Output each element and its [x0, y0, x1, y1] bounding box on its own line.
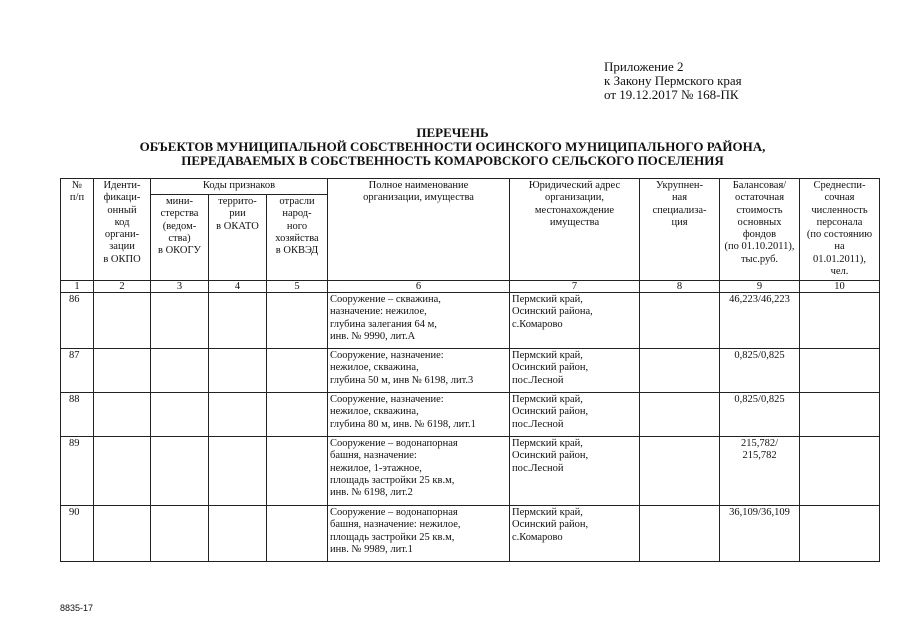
okpo-cell: [94, 293, 151, 349]
okogu-cell: [151, 437, 209, 506]
okpo-cell: [94, 349, 151, 393]
property-address: Пермский край, Осинский район, пос.Лесной: [510, 437, 640, 506]
balance-value: 215,782/ 215,782: [720, 437, 800, 506]
column-number: 2: [94, 281, 151, 293]
column-number: 4: [209, 281, 267, 293]
column-number: 5: [267, 281, 328, 293]
row-number: 87: [61, 349, 94, 393]
header-staff-count: Среднеспи- сочная численность персонала (по состоянию на 01.01.2011), чел.: [800, 179, 880, 281]
okato-cell: [209, 293, 267, 349]
okato-cell: [209, 506, 267, 562]
okogu-cell: [151, 393, 209, 437]
header-name: Полное наименование организации, имущества: [328, 179, 510, 281]
property-address: Пермский край, Осинский район, пос.Лесной: [510, 349, 640, 393]
appendix-reference: [604, 60, 742, 102]
header-codes-group: Коды признаков: [151, 179, 328, 195]
staff-cell: [800, 393, 880, 437]
okato-cell: [209, 437, 267, 506]
staff-cell: [800, 437, 880, 506]
column-number: 9: [720, 281, 800, 293]
table-row: [61, 437, 880, 506]
okved-cell: [267, 437, 328, 506]
specialization-cell: [640, 437, 720, 506]
balance-value: 0,825/0,825: [720, 349, 800, 393]
specialization-cell: [640, 349, 720, 393]
property-name: Сооружение – водонапорная башня, назначение: нежилое, 1-этажное, площадь застройки 25 кв.м, инв. № 6198, лит.2: [328, 437, 510, 506]
property-name: Сооружение – водонапорная башня, назначение: нежилое, площадь застройки 25 кв.м, инв. № 9989, лит.1: [328, 506, 510, 562]
property-name: Сооружение, назначение: нежилое, скважина, глубина 50 м, инв № 6198, лит.3: [328, 349, 510, 393]
row-number: 90: [61, 506, 94, 562]
column-number: 3: [151, 281, 209, 293]
okpo-cell: [94, 437, 151, 506]
okved-cell: [267, 393, 328, 437]
okved-cell: [267, 506, 328, 562]
specialization-cell: [640, 293, 720, 349]
okved-cell: [267, 293, 328, 349]
row-number: 88: [61, 393, 94, 437]
okogu-cell: [151, 293, 209, 349]
property-name: Сооружение, назначение: нежилое, скважина, глубина 80 м, инв. № 6198, лит.1: [328, 393, 510, 437]
header-number: № п/п: [61, 179, 94, 281]
table-row: [61, 293, 880, 349]
column-number: 10: [800, 281, 880, 293]
property-name: Сооружение – скважина, назначение: нежилое, глубина залегания 64 м, инв. № 9990, лит.А: [328, 293, 510, 349]
appendix-line-1: Приложение 2: [604, 59, 684, 74]
table-row: [61, 506, 880, 562]
okogu-cell: [151, 349, 209, 393]
row-number: 89: [61, 437, 94, 506]
appendix-line-2: к Закону Пермского края: [604, 73, 742, 88]
property-address: Пермский край, Осинский район, с.Комарово: [510, 506, 640, 562]
column-number-row: [61, 281, 880, 293]
property-table: [60, 178, 880, 562]
header-balance-value: Балансовая/ остаточная стоимость основных фондов (по 01.10.2011), тыс.руб.: [720, 179, 800, 281]
specialization-cell: [640, 506, 720, 562]
column-number: 8: [640, 281, 720, 293]
column-number: 1: [61, 281, 94, 293]
okpo-cell: [94, 506, 151, 562]
document-title: [0, 126, 905, 168]
table-row: [61, 349, 880, 393]
okved-cell: [267, 349, 328, 393]
column-number: 6: [328, 281, 510, 293]
okpo-cell: [94, 393, 151, 437]
property-address: Пермский край, Осинский района, с.Комарово: [510, 293, 640, 349]
title-line-1: ПЕРЕЧЕНЬ: [416, 125, 489, 140]
row-number: 86: [61, 293, 94, 349]
appendix-line-3: от 19.12.2017 № 168-ПК: [604, 87, 739, 102]
column-number: 7: [510, 281, 640, 293]
balance-value: 46,223/46,223: [720, 293, 800, 349]
header-okpo: Иденти- фикаци- онный код органи- зации в ОКПО: [94, 179, 151, 281]
balance-value: 36,109/36,109: [720, 506, 800, 562]
balance-value: 0,825/0,825: [720, 393, 800, 437]
okato-cell: [209, 393, 267, 437]
header-okved: отрасли народ- ного хозяйства в ОКВЭД: [267, 195, 328, 281]
title-line-3: ПЕРЕДАВАЕМЫХ В СОБСТВЕННОСТЬ КОМАРОВСКОГО СЕЛЬСКОГО ПОСЕЛЕНИЯ: [181, 153, 724, 168]
okato-cell: [209, 349, 267, 393]
staff-cell: [800, 293, 880, 349]
staff-cell: [800, 506, 880, 562]
okogu-cell: [151, 506, 209, 562]
property-address: Пермский край, Осинский район, пос.Лесной: [510, 393, 640, 437]
header-specialization: Укрупнен- ная специализа- ция: [640, 179, 720, 281]
header-address: Юридический адрес организации, местонахождение имущества: [510, 179, 640, 281]
header-okato: террито- рии в ОКАТО: [209, 195, 267, 281]
specialization-cell: [640, 393, 720, 437]
header-okogu: мини- стерства (ведом- ства) в ОКОГУ: [151, 195, 209, 281]
table-row: [61, 393, 880, 437]
document-code: 8835-17: [60, 603, 94, 613]
title-line-2: ОБЪЕКТОВ МУНИЦИПАЛЬНОЙ СОБСТВЕННОСТИ ОСИНСКОГО МУНИЦИПАЛЬНОГО РАЙОНА,: [139, 139, 766, 154]
staff-cell: [800, 349, 880, 393]
